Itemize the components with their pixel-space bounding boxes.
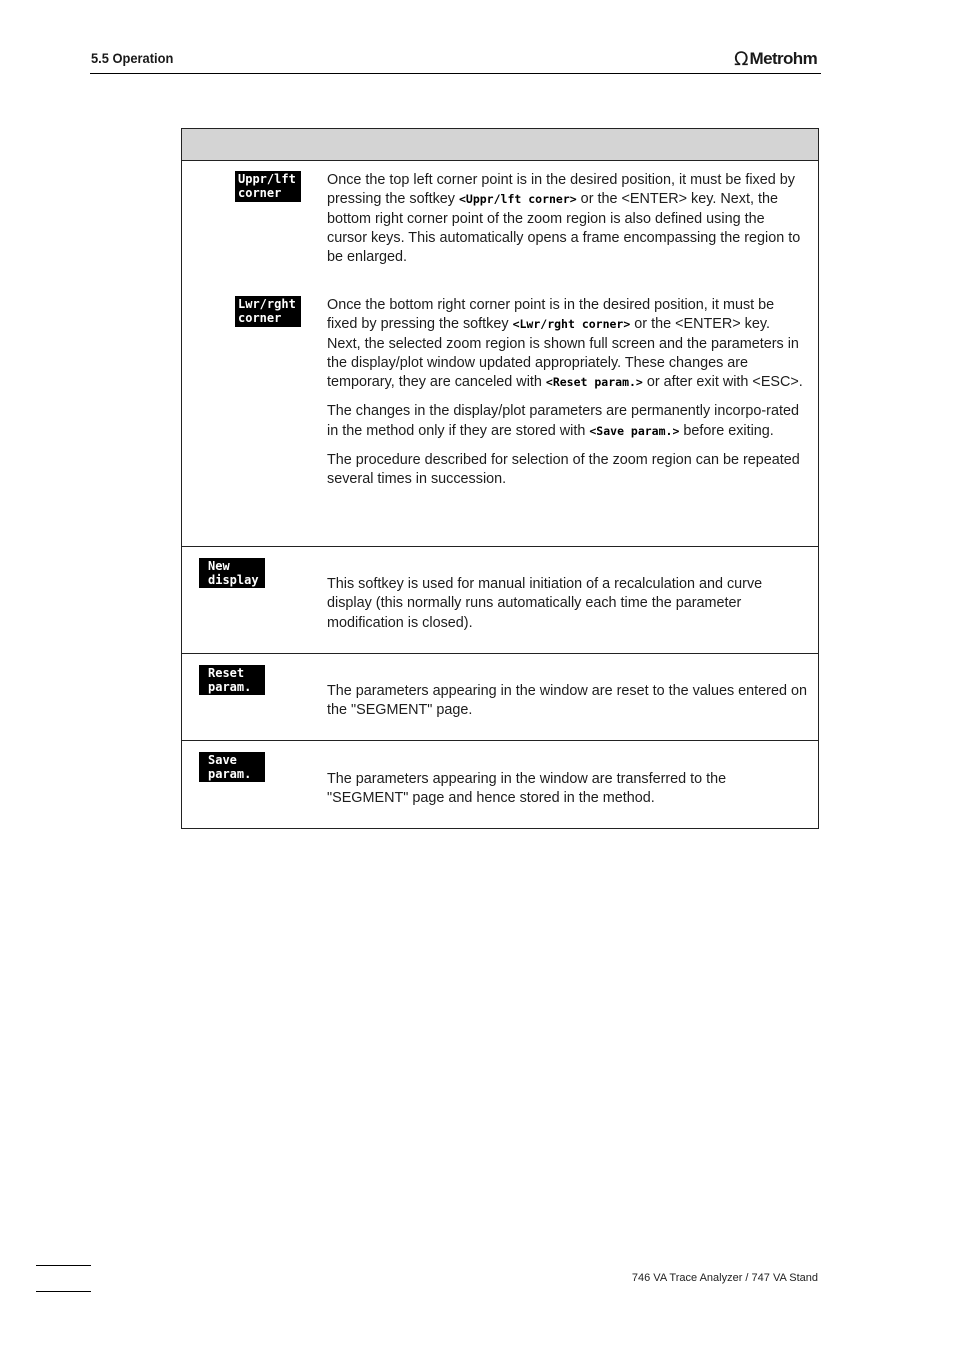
footer-product-name: 746 VA Trace Analyzer / 747 VA Stand bbox=[631, 1272, 818, 1284]
description-paragraph bbox=[327, 402, 807, 441]
header-rule bbox=[90, 73, 821, 74]
softkey-line: Save bbox=[208, 753, 237, 767]
text-run: or the <ENTER> key. Next, the bottom right corner point of the zoom region is also defined using the cursor keys. This automatically opens a frame encompassing the region to be enlarged. bbox=[327, 191, 801, 266]
softkey-line: display bbox=[208, 573, 259, 587]
row-description bbox=[327, 770, 807, 809]
text-run: or after exit with <ESC>. bbox=[642, 374, 803, 391]
softkey-reference: <Lwr/rght corner> bbox=[512, 317, 631, 332]
softkey-table bbox=[181, 128, 819, 829]
text-run: The parameters appearing in the window are transferred to the "SEGMENT" page and hence stored in the method. bbox=[327, 771, 727, 807]
text-run: Once the top left corner point is in the desired position, it must be fixed by pressing the softkey bbox=[327, 172, 795, 208]
softkey-uppr-lft-corner bbox=[235, 171, 301, 202]
omega-logo-icon: Ω bbox=[734, 47, 749, 70]
softkey-save-param bbox=[199, 752, 265, 782]
softkey-reference: <Reset param.> bbox=[545, 375, 643, 390]
description-paragraph bbox=[327, 770, 807, 809]
description-paragraph bbox=[327, 171, 807, 267]
text-run: This softkey is used for manual initiation of a recalculation and curve display (this normally runs automatically each time the parameter modification is closed). bbox=[327, 576, 763, 631]
metrohm-logo bbox=[734, 48, 817, 70]
softkey-line: New bbox=[208, 559, 230, 573]
softkey-reference: <Save param.> bbox=[589, 423, 680, 438]
row-separator bbox=[182, 740, 818, 741]
softkey-line: corner bbox=[238, 311, 282, 325]
page-header-section: 5.5 Operation bbox=[91, 50, 174, 66]
row-separator bbox=[182, 653, 818, 654]
softkey-line: param. bbox=[208, 767, 252, 781]
row-separator bbox=[182, 546, 818, 547]
softkey-line: Reset bbox=[208, 666, 245, 680]
row-description bbox=[327, 682, 807, 721]
softkey-line: param. bbox=[208, 680, 252, 694]
text-run: The procedure described for selection of the zoom region can be repeated several times in succession. bbox=[327, 452, 800, 488]
logo-wordmark: Metrohm bbox=[749, 49, 818, 68]
softkey-line: Lwr/rght bbox=[238, 297, 296, 311]
text-run: or the <ENTER> key. Next, the selected zoom region is shown full screen and the parameters in the display/plot window updated appropriately. These changes are temporary, they are canceled with bbox=[327, 316, 799, 391]
description-paragraph bbox=[327, 682, 807, 721]
softkey-lwr-rght-corner bbox=[235, 296, 301, 327]
description-paragraph bbox=[327, 451, 807, 490]
text-run: The changes in the display/plot parameters are permanently incorpo-rated in the method only if they are stored with bbox=[327, 403, 799, 439]
text-run: The parameters appearing in the window are reset to the values entered on the "SEGMENT" page. bbox=[327, 683, 807, 719]
row-description bbox=[327, 575, 807, 633]
row-description bbox=[327, 171, 807, 267]
text-run: before exiting. bbox=[679, 422, 774, 439]
footer-rule-bottom bbox=[36, 1291, 91, 1292]
table-header-bar bbox=[182, 129, 818, 161]
footer-rule-top bbox=[36, 1265, 91, 1266]
softkey-reference: <Uppr/lft corner> bbox=[458, 192, 577, 207]
softkey-new-display bbox=[199, 558, 265, 588]
description-paragraph bbox=[327, 575, 807, 633]
text-run: Once the bottom right corner point is in the desired position, it must be fixed by pressing the softkey bbox=[327, 297, 775, 333]
description-paragraph bbox=[327, 296, 807, 392]
softkey-line: Uppr/lft bbox=[238, 172, 296, 186]
row-description bbox=[327, 296, 807, 490]
softkey-line: corner bbox=[238, 186, 282, 200]
softkey-reset-param bbox=[199, 665, 265, 695]
